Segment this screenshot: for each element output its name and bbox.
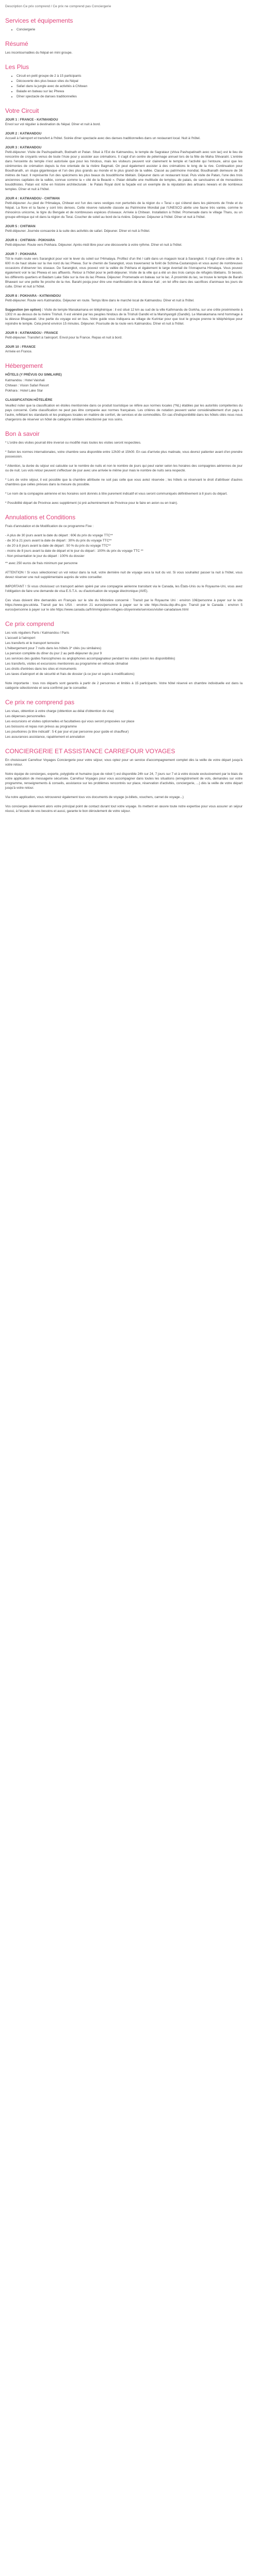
info-paragraph: * Possibilité départ de Province avec supplément (si pré acheminement de Province pour le faire en avion ou en train).	[5, 501, 178, 505]
fee-line: - A plus de 30 jours avant la date du départ : 60€ du prix du voyage TTC**	[5, 534, 113, 537]
resume-section	[5, 40, 243, 55]
day-title: JOUR 1 : FRANCE - KATMANDOU	[5, 118, 58, 122]
day-block	[5, 331, 243, 340]
hotel-line: Chitwan : Vision Safari Resort	[5, 384, 49, 387]
list-item: • Balade en bateau sur lac Phewa	[17, 89, 243, 94]
day-text: Petit-déjeuner. Route vers Katmandou. Déjeuner en route. Temps libre dans le marché local de Katmandou. Dîner et nuit à l'hôtel.	[5, 299, 195, 302]
info-paragraph: Ces visas doivent être demandés en Français sur le site du Ministère concerné : Transit par le Royaume Uni : environ 10€/personne à payer sur le site https://www.gov.uk/eta. Transit par les USA : environ 21 euros/personne à payer sur le site https://esta.cbp.dhs.gov. Transit par le Canada : environ 5 euros/personne à payer sur le site https://www.canada.ca/fr/immigration-refugies-citoyennete/services/visiter-canada/ave.html	[5, 599, 243, 612]
day-title: Suggestion (en option) :	[5, 308, 43, 312]
list-item: • Dîner spectacle de danses traditionnelles	[17, 94, 243, 99]
list-item: Les pourboires (à titre indicatif : 5 € par jour et par personne pour guide et chauffeur)	[5, 730, 129, 734]
day-text: Petit-déjeuner. Route vers Pokhara. Déjeuner. Après-midi libre pour une découverte à votre rythme. Dîner et nuit à l'hôtel.	[5, 243, 182, 247]
day-text: Petit-déjeuner. Visite de Pashupatinath, Bodnath et Patan. Situé à l'Est de Katmandou, le temple de Sagrataur (shiva Pashupatinath avec son lac) est le lieu de rencontre de croyants venus de toute l'Asie pour y assister aux crémations. Il s'agit d'un centre de pèlerinage annuel lors de la fête de Maha Shivaratri. L'entrée dans l'enceinte du temple n'est autorisée que pour les hindous, mais les visiteurs peuvent voir clairement le temple et l'activité qui l'entoure, ainsi que les cérémonies de crémation depuis la rive orientale de la rivière Bagmati. On peut également assister à des crémations le long de la rive. Continuation pour Boudhanath, un stupa gigantesque et l'un des plus grands au monde et le plus grand de la vallée. Classé au patrimoine mondial, Boudhanath demeure de 36 mètres de haut. Il représente l'un des spécimens les plus beaux du bouddhisme tibétain. Déjeuner dans un restaurant local. Puis visite de Patan, l'une des trois anciennes capitales de la vallée, connue comme la « cité de la Beauté ». Patan détaille une multitude de temples, de palais, de sanctuaires et de monastères bouddhistes. Patan est riche en histoire architecturale : le Palais Royal dont la façade est un exemple de la réputation des artisans newars et de nombreux temples. Dîner et nuit à l'hôtel.	[5, 150, 243, 191]
info-paragraph: * Lors de votre séjour, il est possible que la chambre attribuée ne soit pas celle que vous aviez réservée ; les hôtels se réservant le droit d'attribuer d'autres chambres que celles prévues dans la mesure du possible.	[5, 478, 243, 486]
list-item: Les boissons et repas non prévus au programme	[5, 725, 77, 728]
day-block	[5, 131, 243, 141]
list-item: • Circuit en petit groupe de 2 à 15 participants	[17, 74, 243, 78]
classification-text: Veuillez noter que la classification en étoiles mentionnée dans ce produit touristique se réfère aux normes locales (*NL) établies par les autorités compétentes du pays concerné. Cette classification ne peut pas être comparée aux normes françaises. Les critères de notation peuvent varier considérablement d'un pays à l'autre, reflétant les standards et les pratiques locales en matière de confort, de services et de commodités. En cas d'indisponibilité dans les hôtels cités nous nous chargerons de réserver un hôtel de catégorie similaire sélectionné par nos soins.	[5, 404, 243, 421]
info-paragraph: ATTENTION ! Si vous sélectionnez un vol retour dans la nuit, votre dernière nuit de voyage sera la nuit du vol. Si vous souhaitez passer la nuit à l'hôtel, vous devez réserver une nuit supplémentaire auprès de votre conseiller.	[5, 571, 243, 579]
info-paragraph: * L'ordre des visites pourrait être inversé ou modifié mais toutes les visites seront respectées.	[5, 441, 141, 445]
services-section	[5, 17, 243, 32]
list-item: • Safari dans la jungle avec de activités à Chitwan	[17, 84, 243, 89]
necomprend-title: Ce prix ne comprend pas	[5, 699, 75, 706]
plus-section	[5, 63, 243, 99]
day-title: JOUR 5 : CHITWAN	[5, 225, 36, 228]
conciergerie-title: CONCIERGERIE ET ASSISTANCE CARREFOUR VOYAGES	[5, 748, 175, 755]
day-text: Petit-déjeuner. Au pied de l'Himalaya, Chitwan est l'un des rares vestiges non perturbés de la région du « Terai » qui s'étend dans les piémonts de l'Inde et du Népal. La flore et la faune y sont très denses. Cette réserve naturelle classée au Patrimoine Mondial par l'UNESCO abrite une faune très variée, comme le rhinocéros unicorne, le tigre du Bengale et de nombreuses espèces d'oiseaux. Arrivée à Chitwan. Installation à l'hôtel. Promenade dans le village Tharu, ou un groupe ethnique qui vit dans la région du Terai. Coucher de soleil au bord de la rivière. Déjeuner. Déjeuner à l'hôtel. Dîner et nuit à l'hôtel.	[5, 201, 243, 219]
plus-list	[5, 74, 243, 99]
day-block	[5, 238, 243, 247]
list-item: La pension complète du dîner du jour 2 au petit-déjeuner du jour 9	[5, 652, 102, 655]
day-title: JOUR 3 : KATMANDOU	[5, 146, 42, 149]
info-paragraph: Vos concierges deviennent alors votre principal point de contact durant tout votre voyage. Ils mettent en œuvre toute notre expertise pour vous assurer un séjour réussi, à l'écoute de vos besoins et aussi, garante le bon déroulement de votre séjour.	[5, 805, 243, 813]
list-item: Les droits d'entrées dans les sites et monuments	[5, 667, 77, 671]
day-title: JOUR 4 : KATMANDOU - CHITWAN	[5, 197, 60, 200]
list-item: • Conciergerie	[17, 27, 243, 32]
day-block	[5, 294, 243, 303]
bonasavoir-title: Bon à savoir	[5, 430, 40, 437]
info-paragraph: * Selon les normes internationales, votre chambre sera disponible entre 12h30 et 15h00. En cas d'arrivée plus matinale, vous devrez patienter avant d'en prendre possession.	[5, 450, 243, 459]
list-item: Les transferts et le transport terrestre	[5, 641, 60, 645]
info-paragraph: * Attention, la durée du séjour est calculée sur le nombre de nuits et non le nombre de jours qui peut varier selon les horaires des compagnies aériennes de jour ou de nuit. Les vols retour peuvent s'effectuer de jour avec une arrivée le même jour mais le nombre de nuits sera respecté.	[5, 464, 243, 472]
list-item: Les taxes d'aéroport et de sécurité et frais de dossier (à ce jour et sujets à modifications)	[5, 672, 135, 676]
hebergement-title: Hébergement	[5, 362, 43, 369]
info-paragraph: IMPORTANT ! Si vous choisissez un transport aérien opéré par une compagnie aérienne transitant via le Canada, les États-Unis ou le Royaume-Uni, vous avez l'obligation de faire une demande de visa E.S.T.A. ou d'autorisation de voyage électronique (AVE).	[5, 585, 243, 593]
hotel-line: Pokhara : Hotel Lake Star	[5, 389, 43, 393]
list-item: Les vols réguliers Paris / Katmandou / Paris	[5, 631, 69, 635]
day-title: JOUR 6 : CHITWAN - POKHARA	[5, 239, 55, 242]
day-text: Petit-déjeuner. Transfert à l'aéroport. Envol pour la France. Repas et nuit à bord.	[5, 336, 123, 340]
list-item: L'accueil à l'aéroport	[5, 636, 36, 640]
list-item: Les dépenses personnelles	[5, 715, 45, 718]
day-block	[5, 145, 243, 192]
day-title: JOUR 8 : POKHARA - KATMANDOU	[5, 294, 61, 298]
fee-line: - de 20 à 8 jours avant la date de départ : 50 % du prix du voyage TTC**	[5, 544, 111, 548]
day-block	[5, 117, 243, 127]
services-list	[5, 27, 243, 32]
day-block	[5, 196, 243, 219]
fee-line: - Non présentation le jour du départ : 100% du dossier	[5, 554, 85, 558]
day-title: JOUR 7 : POKHARA	[5, 252, 37, 256]
circuit-section	[5, 107, 243, 354]
description-tabs: Description Ce prix comprend / Ce prix ne comprend pas Conciergerie	[5, 5, 111, 8]
day-title: JOUR 2 : KATMANDOU	[5, 132, 42, 135]
day-text: Tôt le matin route vers Sarangkot pour voir le lever du soleil sur l'Himalaya. Profitez d'un thé / café dans un magasin local à Sarangkot. Il s'agit d'une colline de 1 600 m de haut située sur la rive nord du lac Phewa. Sur le chemin de Sarangkot, vous traverserez la forêt de Schima-Castanopsis et vous aurez de nombreuses occasions d'observer les oiseaux. De Sarangkot, vous pouvez voir la vallée de Pokhara et également le large éventail de l'Annapurna Himalaya. Vous pouvez également voir le lac Phewa et ses affluents. Retour à l'hôtel pour le petit-déjeuner. Visite de la ville qui a été un des trois camps de réfugiés tibétains. Si besoin, les différents quartiers et Baidam Lake Side sur la rive du lac Phewa. Déjeuner. Promenade en bateau sur le lac. À proximité du lac, se trouve le temple de Barahi Bhawani sur une petite île proche de la rive. Barahi pooja pour être une manifestation de la déesse Kali ; en tel offre dans des sacrifices d'animaux les jours de culte. Dîner et nuit à l'hôtel.	[5, 257, 243, 289]
comprend-section	[5, 620, 243, 690]
circuit-title: Votre Circuit	[5, 107, 39, 114]
necomprend-section	[5, 699, 243, 739]
annulations-title: Annulations et Conditions	[5, 514, 76, 521]
hotels-subtitle: HÔTELS (Y PRÉVUS OU SIMILAIRE)	[5, 373, 62, 377]
day-text: Accueil à l'aéroport et transfert à l'hôtel. Soirée dîner spectacle avec des danses traditionnelles dans un restaurant local. Nuit à l'hôtel.	[5, 137, 201, 140]
list-item: Les services des guides francophones ou anglophones accompagnateur pendant les visites (selon les disponibilités)	[5, 657, 175, 660]
day-block	[5, 252, 243, 289]
services-title: Services et équipements	[5, 17, 73, 24]
hebergement-section	[5, 362, 243, 422]
list-item: Les excursions et visites optionnelles et facultatives qui vous seront proposées sur place	[5, 720, 135, 723]
list-item: Les visas, obtention à votre charge (obtention au délai d'obtention du visa)	[5, 709, 114, 713]
product-page	[0, 0, 248, 824]
classification-title: CLASSIFICATION HÔTELIÈRE	[5, 398, 53, 402]
info-paragraph: Notre équipe de concierges, experte, polyglotte et humaine (que de robot !) est disponible 24h sur 24, 7 jours sur 7 et à votre écoute exclusivement par le biais de votre application de messagerie sécurisée. Carrefour Voyages pour vous accompagner dans toutes les situations (enregistrement de vols, demandes sur votre programme, renseignements & conseils, assistance sur les problèmes rencontrés sur place, réservation d'activités, conciergerie, ...) dès la veille de votre départ jusqu'à votre retour.	[5, 772, 243, 790]
day-text: Petit-déjeuner. Journée consacrée à la suite des activités de safari. Déjeuner. Dîner et nuit à l'hôtel.	[5, 229, 150, 233]
comprend-note: Note importante : tous nos départs sont garantis à partir de 2 personnes et limités à 15 participants. Votre hôtel réservé en chambre individuelle est dans la catégorie sélectionnée et sera confirmé par le conseiller.	[5, 682, 243, 690]
info-paragraph: En choisissant Carrefour Voyages Conciergerie pour votre séjour, vous optez pour un service d'accompagnement complet dès la veille de votre départ jusqu'à votre retour.	[5, 758, 243, 767]
annulations-section	[5, 514, 243, 612]
day-text: Envol sur vol régulier à destination du Népal. Dîner et nuit à bord.	[5, 123, 101, 126]
day-text: Visite de temple Manakamana en téléphérique : il est situé 12 km au sud de la ville Kathmandu de Gorkha, sur une crête proéminente à 1302 m au-dessus de la rivière Trishuli. Il est vénéré par les peuples hindous de la Trishuli Gandki et la Marshyangdi (Gandki). Le Manakamana rend hommage à la déesse Bhagawati. Une partie du voyage est en bus. Votre guide vous indiquera au village de Kurintar pour que tout le groupe prenne le téléphérique pour rejoindre le temple. Cela prend environ 15 minutes. Déjeuner. Poursuite de la route vers Katmandou. Dîner et nuit à l'hôtel.	[5, 308, 243, 326]
annulations-intro: Frais d'annulation et de Modification de ce programme Fixe :	[5, 524, 94, 528]
conciergerie-section	[5, 748, 243, 814]
day-title: JOUR 10 : FRANCE	[5, 345, 36, 349]
day-title: JOUR 9 : KATMANDOU - FRANCE	[5, 331, 58, 335]
comprend-title: Ce prix comprend	[5, 620, 54, 628]
list-item: L'hébergement pour 7 nuits dans les hôtels 3* cités (ou similaires)	[5, 647, 102, 650]
list-item: Les assurances assistance, rapatriement et annulation	[5, 735, 85, 739]
fee-note: ** avec 250 euros de frais minimum par personne	[5, 562, 78, 565]
resume-title: Résumé	[5, 40, 28, 47]
resume-text: Les incontournables du Népal en mini groupe.	[5, 51, 73, 55]
fee-line: - moins de 8 jours avant la date de départ et le jour du départ : 100% du prix du voyage TTC **	[5, 549, 143, 553]
bonasavoir-section	[5, 430, 243, 505]
plus-title: Les Plus	[5, 63, 29, 71]
day-block	[5, 224, 243, 233]
info-paragraph: * Le nom de la compagnie aérienne et les horaires sont donnés à titre purement indicatif et vous seront communiqués définitivement à 8 jours du départ.	[5, 492, 228, 496]
day-block	[5, 345, 243, 354]
day-block	[5, 308, 243, 326]
info-paragraph: Via notre application, vous retrouverez également tous vos documents de voyage (e-billets, vouchers, carnet de voyage...)	[5, 795, 184, 799]
day-text: Arrivée en France.	[5, 350, 33, 353]
list-item: Les transferts, visites et excursions mentionnés au programme en véhicule climatisé	[5, 662, 128, 666]
list-item: • Découverte des plus beaux sites du Népal	[17, 79, 243, 83]
fee-line: - de 30 à 21 jours avant la date de départ : 30% du prix du voyage TTC**	[5, 539, 112, 543]
hotel-line: Katmandou : Hotel Vaishali	[5, 379, 45, 382]
